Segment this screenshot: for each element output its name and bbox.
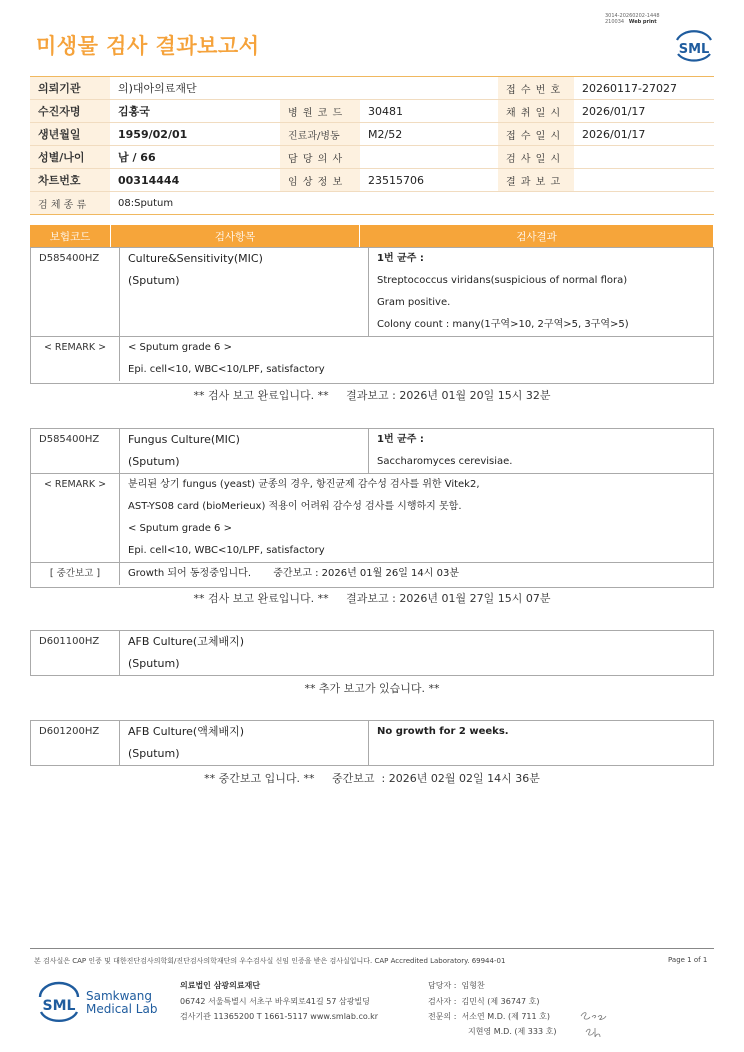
company-logo-text	[86, 990, 157, 1016]
remark-label: < REMARK >	[31, 474, 120, 497]
result-line: Streptococcus viridans(suspicious of normal flora)	[377, 275, 628, 286]
remark-line: < Sputum grade 6 >	[120, 337, 714, 360]
report-complete-note: ** 검사 보고 완료입니다. ** 결과보고 : 2026년 01월 27일 15시 07분	[193, 592, 551, 605]
print-code	[605, 13, 660, 25]
test-item-specimen: (Sputum)	[120, 451, 369, 474]
result-box-afb-solid	[30, 630, 714, 676]
test-item-specimen: (Sputum)	[120, 270, 369, 292]
insurance-code: D601100HZ	[31, 631, 120, 653]
label-sex-age: 성별/나이	[30, 146, 110, 169]
additional-report-note: ** 추가 보고가 있습니다. **	[304, 682, 440, 695]
staff-specialist: 전문의 : 서소연 M.D. (제 711 호)	[428, 1012, 551, 1021]
result-body-culture	[31, 248, 713, 381]
value-result-report	[574, 169, 714, 192]
print-code-line1: 3014-20260202-1448	[605, 13, 660, 19]
value-requester: 의)대아의료재단	[110, 77, 498, 100]
value-department: M2/52	[360, 123, 498, 146]
remark-line: < Sputum grade 6 >	[128, 523, 232, 534]
label-receipt-date: 접 수 일 시	[498, 123, 574, 146]
insurance-code: D601200HZ	[31, 721, 120, 743]
result-line: 1번 균주 :	[377, 253, 424, 264]
staff-in-charge: 담당자 : 임형찬	[428, 981, 485, 990]
value-specimen-type: 08:Sputum	[110, 192, 714, 215]
test-item-name: AFB Culture(액체배지)	[120, 721, 369, 743]
label-birth-date: 생년월일	[30, 123, 110, 146]
value-receipt-date: 2026/01/17	[574, 123, 714, 146]
value-patient-name: 김홍국	[110, 100, 280, 123]
report-complete-note: ** 검사 보고 완료입니다. ** 결과보고 : 2026년 01월 20일 15시 32분	[193, 389, 551, 402]
result-line: 1번 균주 :	[377, 434, 424, 445]
header-insurance-code: 보험코드	[30, 225, 111, 247]
sml-footer-logo-icon	[36, 980, 82, 1024]
result-box-culture	[30, 247, 714, 384]
value-sex-age: 남 / 66	[110, 146, 280, 169]
interim-line: Growth 되어 동정중입니다. 중간보고 : 2026년 01월 26일 14시 03분	[120, 563, 714, 586]
remark-line: Epi. cell<10, WBC<10/LPF, satisfactory	[128, 545, 325, 556]
info-row	[30, 146, 714, 169]
svg-text:SML: SML	[678, 42, 710, 57]
label-clinical-info: 임 상 정 보	[280, 169, 360, 192]
remark-label: < REMARK >	[31, 337, 120, 360]
value-collection-date: 2026/01/17	[574, 100, 714, 123]
header-test-item: 검사항목	[111, 225, 360, 247]
interim-label: [ 중간보고 ]	[31, 563, 120, 586]
logo-name-line1: Samkwang	[86, 989, 152, 1003]
staff-specialist-2: 지현영 M.D. (제 333 호)	[468, 1027, 557, 1036]
accreditation-note: 본 검사실은 CAP 인증 및 대한진단검사의학회/진단검사의학재단의 우수검사실 신임 인증을 받은 검사실입니다. CAP Accredited Laboratory. 69944-01	[34, 957, 506, 965]
label-test-date: 검 사 일 시	[498, 146, 574, 169]
results-header-row	[30, 225, 714, 247]
value-test-date	[574, 146, 714, 169]
interim-report-note: ** 중간보고 입니다. ** 중간보고 : 2026년 02월 02일 14시 36분	[204, 772, 540, 785]
patient-info-table	[30, 76, 714, 215]
result-line: No growth for 2 weeks.	[377, 726, 509, 737]
label-hospital-code: 병 원 코 드	[280, 100, 360, 123]
svg-text:SML: SML	[42, 998, 76, 1014]
result-line: Saccharomyces cerevisiae.	[377, 456, 513, 467]
result-line: Gram positive.	[377, 297, 451, 308]
header-test-result: 검사결과	[360, 225, 714, 247]
test-item-specimen: (Sputum)	[128, 657, 180, 670]
result-table-culture	[30, 225, 714, 247]
result-line: Colony count : many(1구역>10, 2구역>5, 3구역>5)	[377, 319, 629, 330]
label-department: 진료과/병동	[280, 123, 360, 146]
info-row	[30, 123, 714, 146]
value-hospital-code: 30481	[360, 100, 498, 123]
remark-line: Epi. cell<10, WBC<10/LPF, satisfactory	[128, 364, 325, 375]
label-doctor: 담 당 의 사	[280, 146, 360, 169]
test-item-name: Culture&Sensitivity(MIC)	[120, 248, 369, 270]
test-item-name: Fungus Culture(MIC)	[120, 429, 369, 451]
remark-line: AST-YS08 card (bioMerieux) 적용이 어려워 감수성 검사를 시행하지 못함.	[128, 501, 462, 512]
label-result-report: 결 과 보 고	[498, 169, 574, 192]
value-birth-date: 1959/02/01	[110, 123, 280, 146]
result-body-afb-liquid	[31, 721, 713, 765]
value-chart-no: 00314444	[110, 169, 280, 192]
insurance-code: D585400HZ	[31, 248, 120, 270]
info-row	[30, 100, 714, 123]
value-receipt-no: 20260117-27027	[574, 77, 714, 100]
staff-tester: 검사자 : 김민식 (제 36747 호)	[428, 997, 540, 1006]
info-row	[30, 77, 714, 100]
label-patient-name: 수진자명	[30, 100, 110, 123]
organization-name: 의료법인 삼광의료재단	[180, 981, 261, 990]
info-row	[30, 192, 714, 215]
report-title: 미생물 검사 결과보고서	[36, 34, 260, 58]
result-box-fungus	[30, 428, 714, 588]
test-item-name: AFB Culture(고체배지)	[128, 635, 245, 648]
insurance-code: D585400HZ	[31, 429, 120, 451]
organization-address: 06742 서울특별시 서초구 바우뫼로41길 57 삼광빌딩	[180, 997, 370, 1006]
label-specimen-type: 검 체 종 류	[30, 192, 110, 215]
test-item-specimen: (Sputum)	[120, 743, 369, 765]
remark-line: 분리된 상기 fungus (yeast) 균종의 경우, 항진균제 감수성 검사를 위한 Vitek2,	[120, 474, 714, 497]
label-requester: 의뢰기관	[30, 77, 110, 100]
footer-divider	[30, 948, 714, 949]
label-chart-no: 차트번호	[30, 169, 110, 192]
page-number: Page 1 of 1	[668, 956, 708, 964]
result-body-afb-solid	[31, 631, 713, 675]
label-collection-date: 채 취 일 시	[498, 100, 574, 123]
result-box-afb-liquid	[30, 720, 714, 766]
info-row	[30, 169, 714, 192]
value-clinical-info: 23515706	[360, 169, 498, 192]
value-doctor	[360, 146, 498, 169]
logo-name-line2: Medical Lab	[86, 1002, 158, 1016]
organization-contact: 검사기관 11365200 T 1661-5117 www.smlab.co.kr	[180, 1012, 379, 1021]
signature-icon	[578, 1008, 614, 1042]
label-receipt-no: 접 수 번 호	[498, 77, 574, 100]
print-code-line2: 210034 Web print	[605, 19, 657, 25]
sml-logo-icon	[672, 26, 716, 62]
result-body-fungus	[31, 429, 713, 585]
